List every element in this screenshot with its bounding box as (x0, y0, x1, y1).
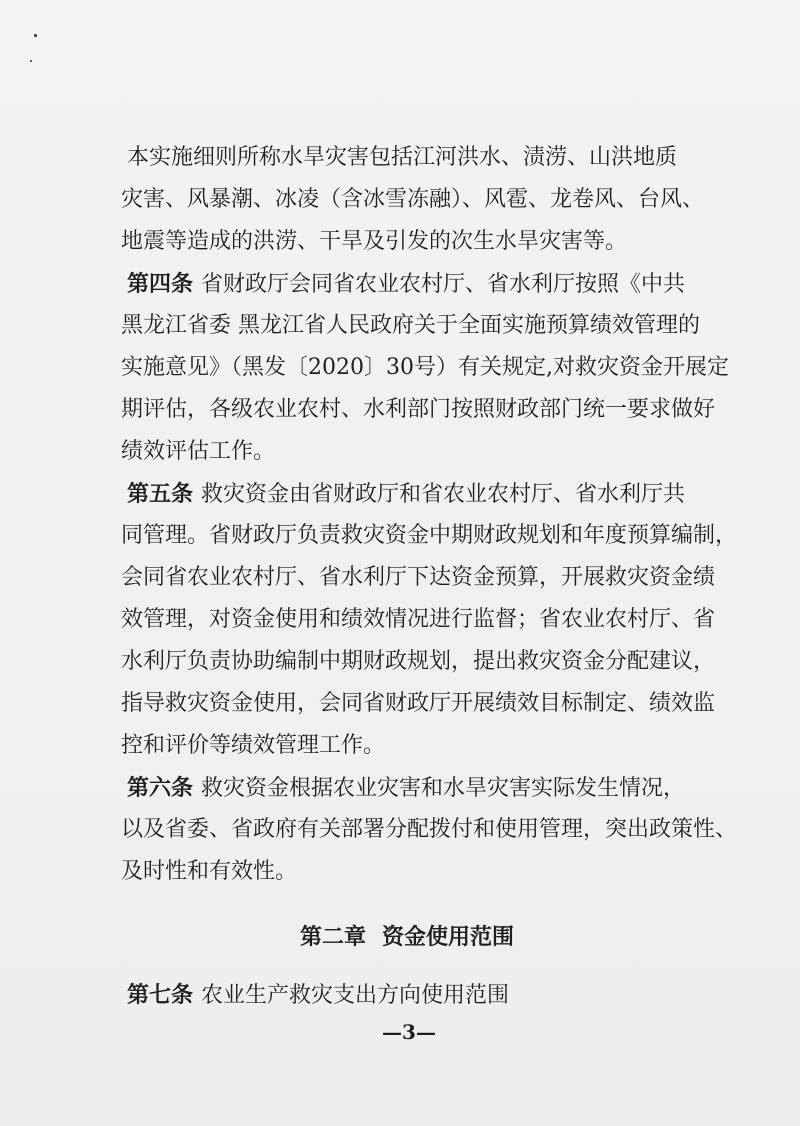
paragraph-line: 及时性和有效性。 (121, 859, 298, 884)
paragraph-line: 会同省农业农村厅、省水利厅下达资金预算，开展救灾资金绩 (121, 565, 716, 590)
paragraph-line: 期评估，各级农业农村、水利部门按照财政部门统一要求做好 (121, 397, 716, 422)
article-7-label: 第七条 (127, 982, 194, 1008)
paragraph-line: 以及省委、省政府有关部署分配拨付和使用管理，突出政策性、 (121, 817, 738, 842)
article-5-first-line (127, 479, 685, 510)
paragraph-line: 水利厅负责协助编制中期财政规划，提出救灾资金分配建议， (121, 649, 716, 674)
paragraph-line: 指导救灾资金使用，会同省财政厅开展绩效目标制定、绩效监 (121, 691, 716, 716)
paragraph-line: 控和评价等绩效管理工作。 (121, 733, 386, 758)
paragraph-line: 地震等造成的洪涝、干旱及引发的次生水旱灾害等。 (121, 229, 628, 254)
page-number: —3— (382, 1020, 436, 1044)
article-5-text: 救灾资金由省财政厅和省农业农村厅、省水利厅共 (201, 482, 686, 507)
paragraph-line: 同管理。省财政厅负责救灾资金中期财政规划和年度预算编制， (121, 523, 738, 548)
paragraph-line: 实施意见》（黑发〔2020〕30号）有关规定,对救灾资金开展定 (121, 355, 729, 380)
article-4-text: 省财政厅会同省农业农村厅、省水利厅按照《中共 (201, 272, 686, 297)
article-6-text: 救灾资金根据农业灾害和水旱灾害实际发生情况， (201, 776, 686, 801)
paragraph-line: 黑龙江省委 黑龙江省人民政府关于全面实施预算绩效管理的 (121, 313, 700, 338)
chapter-number: 第二章 (299, 925, 366, 950)
article-4-label: 第四条 (127, 271, 194, 297)
paragraph-line: 效管理，对资金使用和绩效情况进行监督；省农业农村厅、省 (121, 607, 716, 632)
scan-speck (34, 34, 37, 37)
article-7-line (127, 980, 509, 1011)
article-7-text: 农业生产救灾支出方向使用范围 (201, 983, 510, 1008)
paragraph-line: 灾害、风暴潮、冰凌（含冰雪冻融）、风雹、龙卷风、台风、 (121, 187, 705, 212)
article-6-first-line (127, 773, 685, 804)
article-6-label: 第六条 (127, 775, 194, 801)
scan-speck (30, 60, 32, 62)
paragraph-line: 本实施细则所称水旱灾害包括江河洪水、渍涝、山洪地质 (127, 145, 678, 170)
paragraph-line: 绩效评估工作。 (121, 439, 276, 464)
chapter-title: 资金使用范围 (382, 925, 515, 950)
chapter-heading (0, 923, 800, 953)
article-4-first-line (127, 269, 685, 300)
article-5-label: 第五条 (127, 481, 194, 507)
